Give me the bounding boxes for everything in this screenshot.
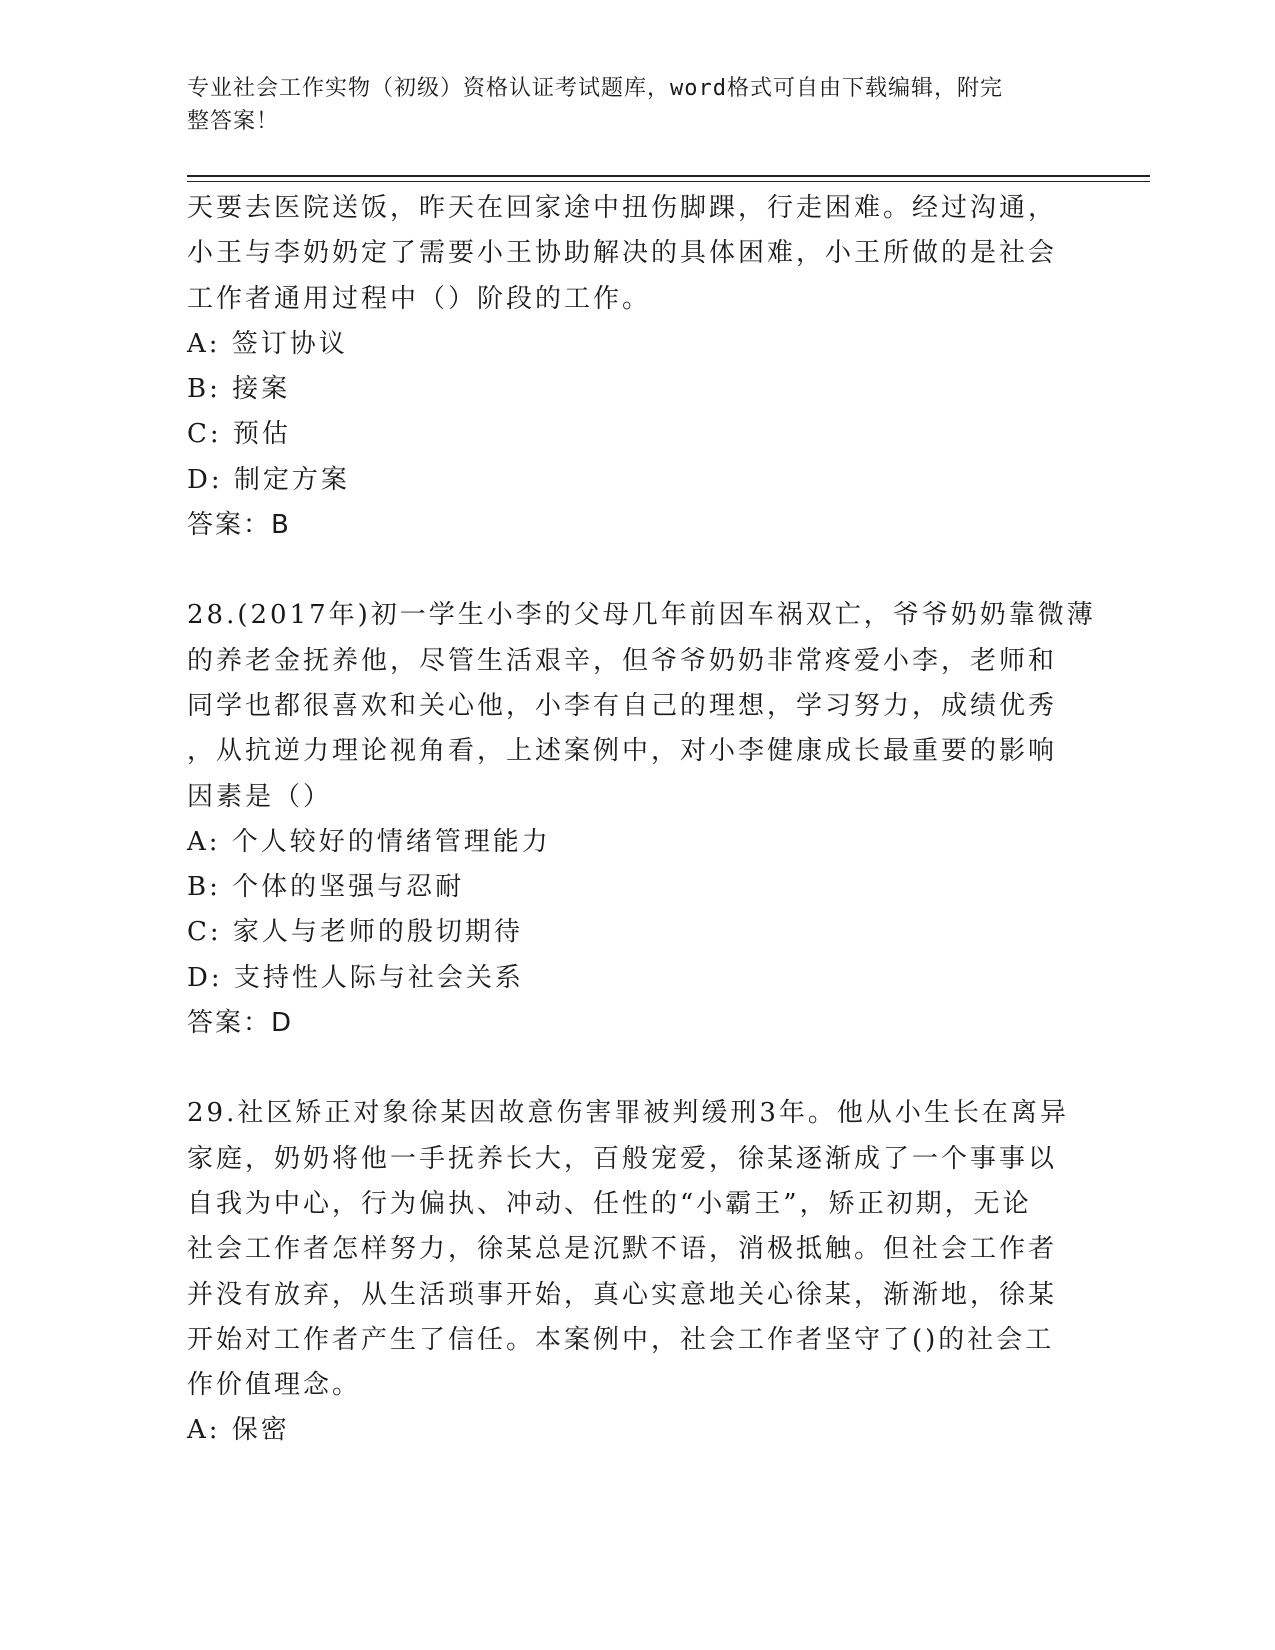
option-b: B: 接案	[187, 374, 291, 405]
option-b: B: 个体的坚强与忍耐	[187, 872, 465, 903]
question-text-line: 社会工作者怎样努力，徐某总是沉默不语，消极抵触。但社会工作者	[187, 1234, 1058, 1265]
option-d: D: 支持性人际与社会关系	[187, 962, 524, 993]
header-line-1: 专业社会工作实物（初级）资格认证考试题库，word格式可自由下载编辑，附完	[187, 76, 1003, 101]
spacer	[187, 1046, 1087, 1091]
answer-line: 答案：B	[187, 510, 291, 541]
question-text-line: 自我为中心，行为偏执、冲动、任性的“小霸王”，矫正初期，无论	[187, 1188, 1032, 1219]
option-d: D: 制定方案	[187, 464, 350, 495]
question-text-line: 同学也都很喜欢和关心他，小李有自己的理想，学习努力，成绩优秀	[187, 690, 1058, 721]
header-divider-thin	[187, 181, 1150, 182]
question-block	[187, 593, 1096, 1046]
header-divider-thick	[187, 175, 1150, 177]
option-c: C: 预估	[187, 419, 291, 450]
question-text-line: 并没有放弃，从生活琐事开始，真心实意地关心徐某，渐渐地，徐某	[187, 1279, 1058, 1310]
option-a: A: 保密	[187, 1415, 290, 1446]
option-a: A: 签订协议	[187, 328, 348, 359]
header-line-2: 整答案！	[187, 109, 280, 134]
question-text-line: 家庭，奶奶将他一手抚养长大，百般宠爱，徐某逐渐成了一个事事以	[187, 1143, 1058, 1174]
answer-line: 答案：D	[187, 1008, 294, 1039]
question-block	[187, 1091, 1087, 1453]
question-text-line: ，从抗逆力理论视角看，上述案例中，对小李健康成长最重要的影响	[187, 736, 1058, 767]
question-text-line: 小王与李奶奶定了需要小王协助解决的具体困难，小王所做的是社会	[187, 238, 1058, 269]
question-text-line: 的养老金抚养他，尽管生活艰辛，但爷爷奶奶非常疼爱小李，老师和	[187, 645, 1058, 676]
option-a: A: 个人较好的情绪管理能力	[187, 826, 551, 857]
question-block	[187, 186, 1087, 548]
option-c: C: 家人与老师的殷切期待	[187, 917, 523, 948]
question-text-line: 开始对工作者产生了信任。本案例中，社会工作者坚守了()的社会工	[187, 1324, 1055, 1355]
page-header	[187, 72, 1067, 138]
document-body	[187, 186, 1096, 1454]
question-text-line: 因素是（）	[187, 781, 333, 812]
question-text-line: 29.社区矫正对象徐某因故意伤害罪被判缓刑3年。他从小生长在离异	[187, 1098, 1069, 1129]
spacer	[187, 548, 1087, 593]
question-text-line: 作价值理念。	[187, 1370, 362, 1401]
question-text-line: 28.(2017年)初一学生小李的父母几年前因车祸双亡，爷爷奶奶靠微薄	[187, 600, 1096, 631]
question-text-line: 天要去医院送饭，昨天在回家途中扭伤脚踝，行走困难。经过沟通，	[187, 193, 1058, 223]
question-text-line: 工作者通用过程中（）阶段的工作。	[187, 283, 652, 314]
